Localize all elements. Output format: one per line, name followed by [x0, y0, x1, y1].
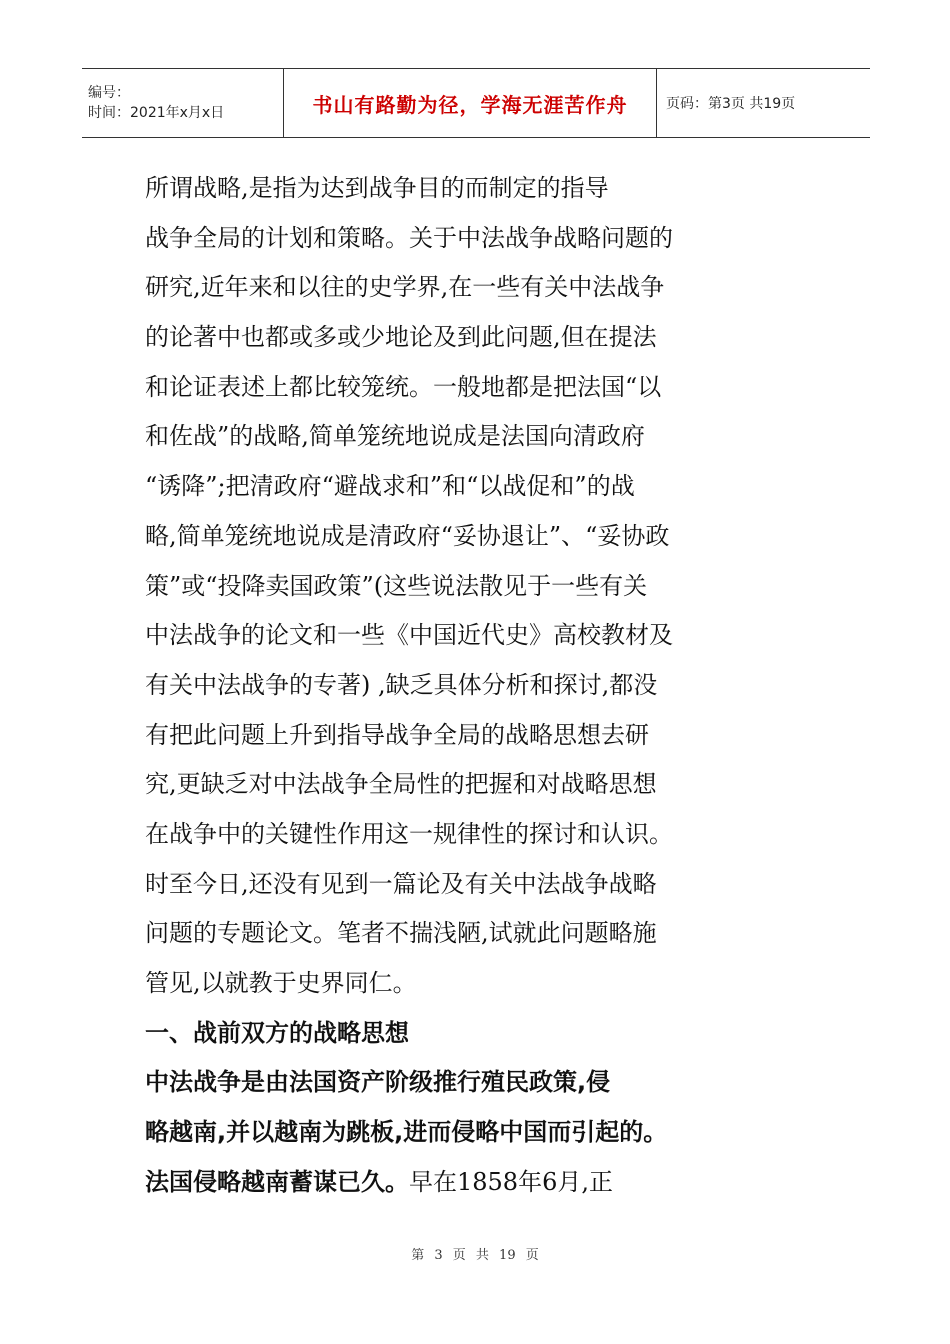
body-line: 有把此问题上升到指导战争全局的战略思想去研 [145, 720, 649, 749]
page-header [82, 68, 870, 138]
header-left-cell [82, 69, 283, 137]
mixed-line-bold-part: 法国侵略越南蓄谋已久。 [145, 1167, 409, 1196]
body-line: 时至今日,还没有见到一篇论及有关中法战争战略 [145, 869, 657, 898]
time-label: 时间：2021年x月x日 [88, 105, 225, 121]
body-line: 在战争中的关键性作用这一规律性的探讨和认识。 [145, 819, 673, 848]
body-line: 问题的专题论文。笔者不揣浅陋,试就此问题略施 [145, 919, 657, 948]
bold-body-line: 略越南,并以越南为跳板,进而侵略中国而引起的。 [145, 1118, 668, 1147]
header-middle-cell [283, 69, 657, 137]
mixed-line-regular-part: 早在1858年6月,正 [409, 1167, 613, 1196]
page-footer: 第 3 页 共 19 页 [411, 1248, 539, 1263]
body-line: 和佐战”的战略,简单笼统地说成是法国向清政府 [145, 422, 645, 451]
document-body [145, 164, 755, 1207]
body-line: 有关中法战争的专著) ,缺乏具体分析和探讨,都没 [145, 670, 658, 699]
body-line: 管见,以就教于史界同仁。 [145, 969, 417, 997]
header-right-cell [657, 69, 870, 137]
body-line: 的论著中也都或多或少地论及到此问题,但在提法 [145, 323, 657, 352]
body-line: 中法战争的论文和一些《中国近代史》高校教材及 [145, 621, 673, 650]
body-line: 和论证表述上都比较笼统。一般地都是把法国“以 [145, 372, 662, 401]
header-motto: 书山有路勤为径，学海无涯苦作舟 [312, 92, 628, 117]
body-line: 究,更缺乏对中法战争全局性的把握和对战略思想 [145, 770, 657, 799]
body-line: 策”或“投降卖国政策”(这些说法散见于一些有关 [145, 571, 648, 600]
body-line: 研究,近年来和以往的史学界,在一些有关中法战争 [145, 273, 665, 302]
body-line: 所谓战略,是指为达到战争目的而制定的指导 [145, 174, 609, 202]
mixed-body-line [145, 1158, 755, 1208]
bold-body-line: 中法战争是由法国资产阶级推行殖民政策,侵 [145, 1068, 611, 1097]
page-info: 页码：第3页 共19页 [666, 96, 796, 112]
body-line: “诱降”;把清政府“避战求和”和“以战促和”的战 [145, 472, 635, 501]
section-heading: 一、战前双方的战略思想 [145, 1018, 409, 1047]
body-line: 战争全局的计划和策略。关于中法战争战略问题的 [145, 223, 673, 252]
body-line: 略,简单笼统地说成是清政府“妥协退让”、“妥协政 [145, 521, 670, 550]
serial-label: 编号： [88, 85, 130, 101]
